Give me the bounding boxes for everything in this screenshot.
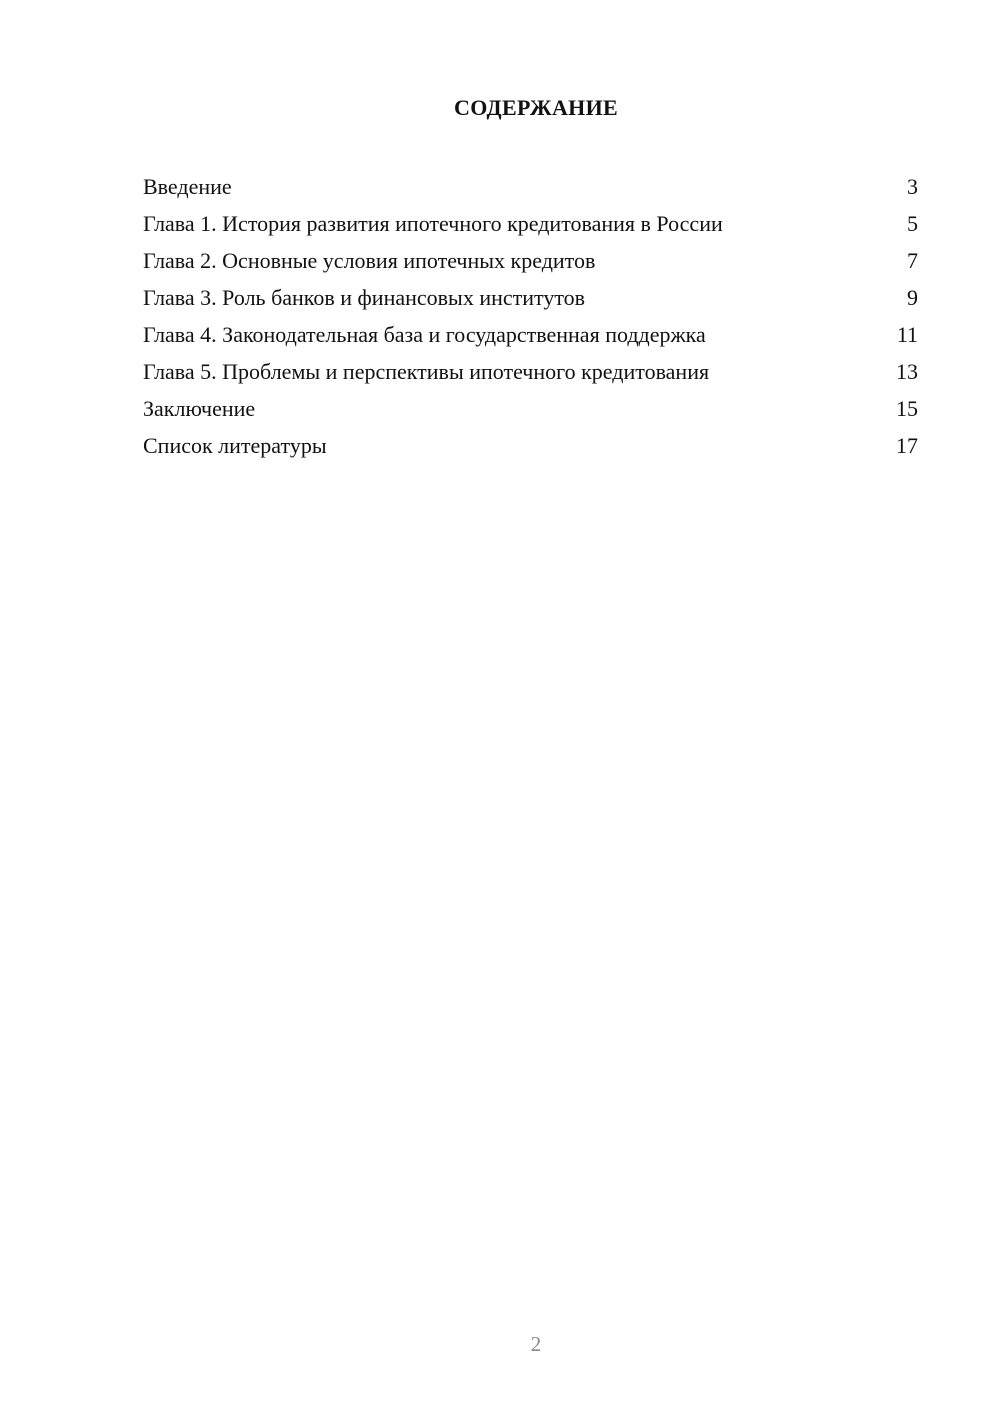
toc-entry-chapter-3 bbox=[143, 279, 918, 316]
toc-entry-label: Список литературы bbox=[143, 433, 327, 458]
toc-entry-page: 15 bbox=[896, 396, 918, 421]
toc-entry-page: 11 bbox=[896, 322, 918, 347]
table-of-contents bbox=[143, 168, 918, 464]
toc-entry-page: 13 bbox=[896, 359, 918, 384]
toc-entry-chapter-1 bbox=[143, 205, 918, 242]
toc-entry-page: 7 bbox=[907, 248, 918, 273]
toc-entry-label: Введение bbox=[143, 174, 232, 199]
toc-entry-conclusion bbox=[143, 390, 918, 427]
toc-entry-page: 5 bbox=[907, 211, 918, 236]
toc-entry-page: 9 bbox=[907, 285, 918, 310]
toc-entry-label: Заключение bbox=[143, 396, 256, 421]
toc-entry-label: Глава 5. Проблемы и перспективы ипотечного кредитования bbox=[143, 359, 710, 384]
toc-entry-page: 3 bbox=[907, 174, 918, 199]
toc-entry-introduction bbox=[143, 168, 918, 205]
page-number: 2 bbox=[530, 1332, 542, 1356]
toc-entry-page: 17 bbox=[896, 433, 918, 458]
toc-entry-references bbox=[143, 427, 918, 464]
toc-entry-label: Глава 1. История развития ипотечного кредитования в России bbox=[143, 211, 723, 236]
page-title: СОДЕРЖАНИЕ bbox=[454, 95, 618, 120]
toc-entry-label: Глава 4. Законодательная база и государственная поддержка bbox=[143, 322, 706, 347]
toc-entry-label: Глава 3. Роль банков и финансовых институтов bbox=[143, 285, 586, 310]
toc-entry-chapter-2 bbox=[143, 242, 918, 279]
toc-entry-chapter-4 bbox=[143, 316, 918, 353]
toc-entry-chapter-5 bbox=[143, 353, 918, 390]
toc-entry-label: Глава 2. Основные условия ипотечных кредитов bbox=[143, 248, 596, 273]
